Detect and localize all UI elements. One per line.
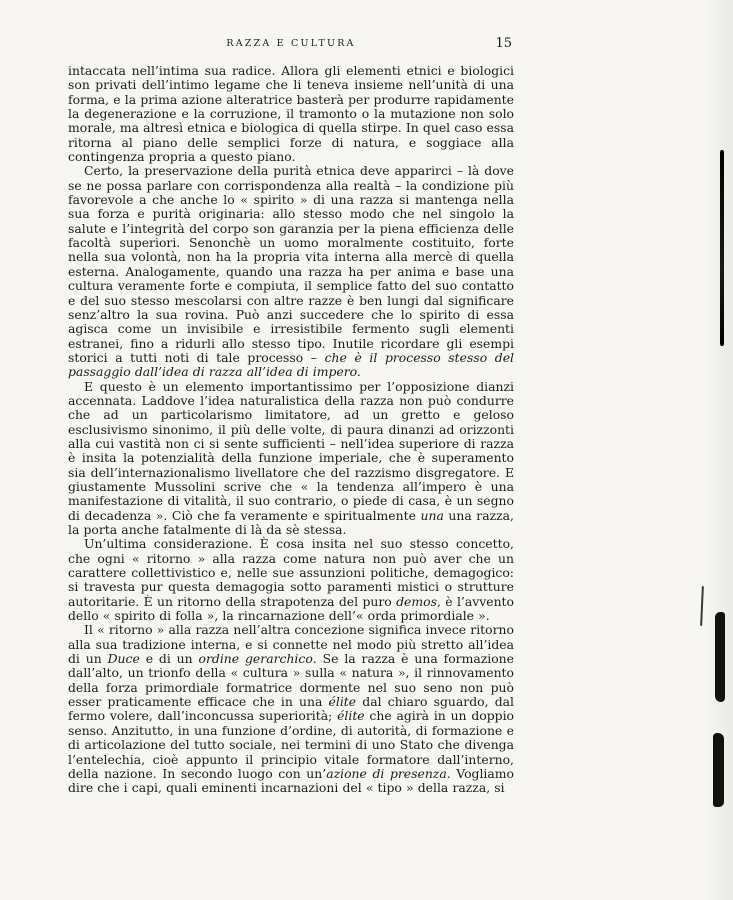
text-segment: Certo, la preservazione della purità etnica deve apparirci – là dove se ne possa parlare con corrispondenza alla realtà – la condizione più favorevole a che anche lo « spirito » di una razza si mantenga nella sua forza e purità originaria: allo stesso modo che nel singolo la salute e l’integrità del corpo son garanzia per la piena efficienza delle facoltà superiori. Senonchè un uomo moralmente costituito, forte nella sua volontà, non ha la propria vita interna alla mercè di quella esterna. Analogamente, quando una razza ha per anima e base una cultura veramente forte e compiuta, il semplice fatto del suo contatto e del suo stesso mescolarsi con altre razze è ben lungi dal significare senz’altro la sua rovina. Può anzi succedere che lo spirito di essa agisca come un invisibile e irresistibile fermento sugli elementi estranei, fino a ridurli allo stesso tipo. Inutile ricordare gli esempi storici a tutti noti di tale processo – (68, 163, 514, 365)
page-number: 15 (495, 36, 512, 51)
text-segment: . Vogliamo dire che i capi, quali eminenti incarnazioni del « tipo » della razza, si (68, 765, 514, 796)
paragraph (68, 64, 514, 164)
text-segment: e di un (139, 651, 199, 667)
text-segment: . Se la razza è una formazione dall’alto, un trionfo della « cultura » sulla « natura », il rinnovamento della forza primordiale formatrice dormente nel suo seno non può esser praticamente efficace che in una (68, 651, 514, 710)
scan-artifact-blob-1 (715, 612, 725, 702)
paragraph (68, 623, 514, 795)
running-title: RAZZA E CULTURA (226, 38, 356, 49)
text-segment: Il « ritorno » alla razza nell’altra concezione significa invece ritorno alla sua tradizione interna, e si connette nel modo più stretto all’idea di un (68, 622, 514, 667)
text-segment: dal chiaro sguardo, dal fermo volere, dall’inconcussa superiorità; (68, 694, 514, 724)
text-segment: una razza, la porta anche fatalmente di là da sè stessa. (68, 507, 514, 537)
margin-pen-mark (700, 586, 704, 626)
paragraph (68, 164, 514, 379)
text-segment: intaccata nell’intima sua radice. Allora gli elementi etnici e biologici son privati dell’intimo legame che li teneva insieme nell’unità di una forma, e la prima azione alteratrice basterà per produrre rapidamente la degenerazione e la corruzione, il tramonto o la mutazione non solo morale, ma altresì etnica e biologica di quella stirpe. In quel caso essa ritorna al piano delle semplici forze di natura, e soggiace alla contingenza propria a questo piano. (68, 63, 514, 165)
scan-artifact-blob-2 (713, 733, 724, 807)
text-segment: Un’ultima considerazione. È cosa insita nel suo stesso concetto, che ogni « ritorno » alla razza come natura non può aver che un carattere collettivistico e, nelle sue assunzioni politiche, demagogico: si travesta pur questa demagogia sotto paramenti mistici o strutture autoritarie. È un ritorno della strapotenza del puro (68, 536, 514, 609)
page-header (68, 38, 514, 54)
italic-text-segment: azione di presenza (326, 765, 447, 781)
italic-text-segment: una (420, 507, 444, 523)
italic-text-segment: demos (396, 593, 437, 609)
paragraph (68, 537, 514, 623)
italic-text-segment: élite (337, 708, 365, 724)
text-segment: che agirà in un doppio senso. Anzitutto, in una funzione d’ordine, di autorità, di formazione e di articolazione del tutto sociale, nei termini di uno Stato che divenga l’entelechia, cioè appunto il principio vitale formatore dall’interno, della nazione. In secondo luogo con un’ (68, 708, 514, 781)
text-block (68, 64, 514, 796)
paragraph (68, 380, 514, 538)
text-segment: E questo è un elemento importantissimo per l’opposizione dianzi accennata. Laddove l’idea naturalistica della razza non può condurre che ad un particolarismo limitatore, ad un gretto e geloso esclusivismo sinonimo, il più delle volte, di paura dinanzi ad orizzonti alla cui vastità non ci si sente sufficienti – nell’idea superiore di razza è insita la potenzialità della funzione imperiale, che è superamento sia dell’internazionalismo livellatore che del razzismo disgregatore. E giustamente Mussolini scrive che « la tendenza all’impero è una manifestazione di vitalità, il suo contrario, o piede di casa, è un segno di decadenza ». Ciò che fa veramente e spiritualmente (68, 378, 514, 523)
italic-text-segment: ordine gerarchico (198, 651, 313, 667)
italic-text-segment: che è il processo stesso del passaggio dall’idea di razza all’idea di impero. (68, 349, 514, 380)
scan-artifact-line (720, 150, 724, 346)
italic-text-segment: Duce (107, 651, 140, 667)
italic-text-segment: élite (328, 694, 357, 710)
text-segment: , è l’avvento dello « spirito di folla », la rincarnazione dell’« orda primordiale ». (68, 593, 514, 624)
